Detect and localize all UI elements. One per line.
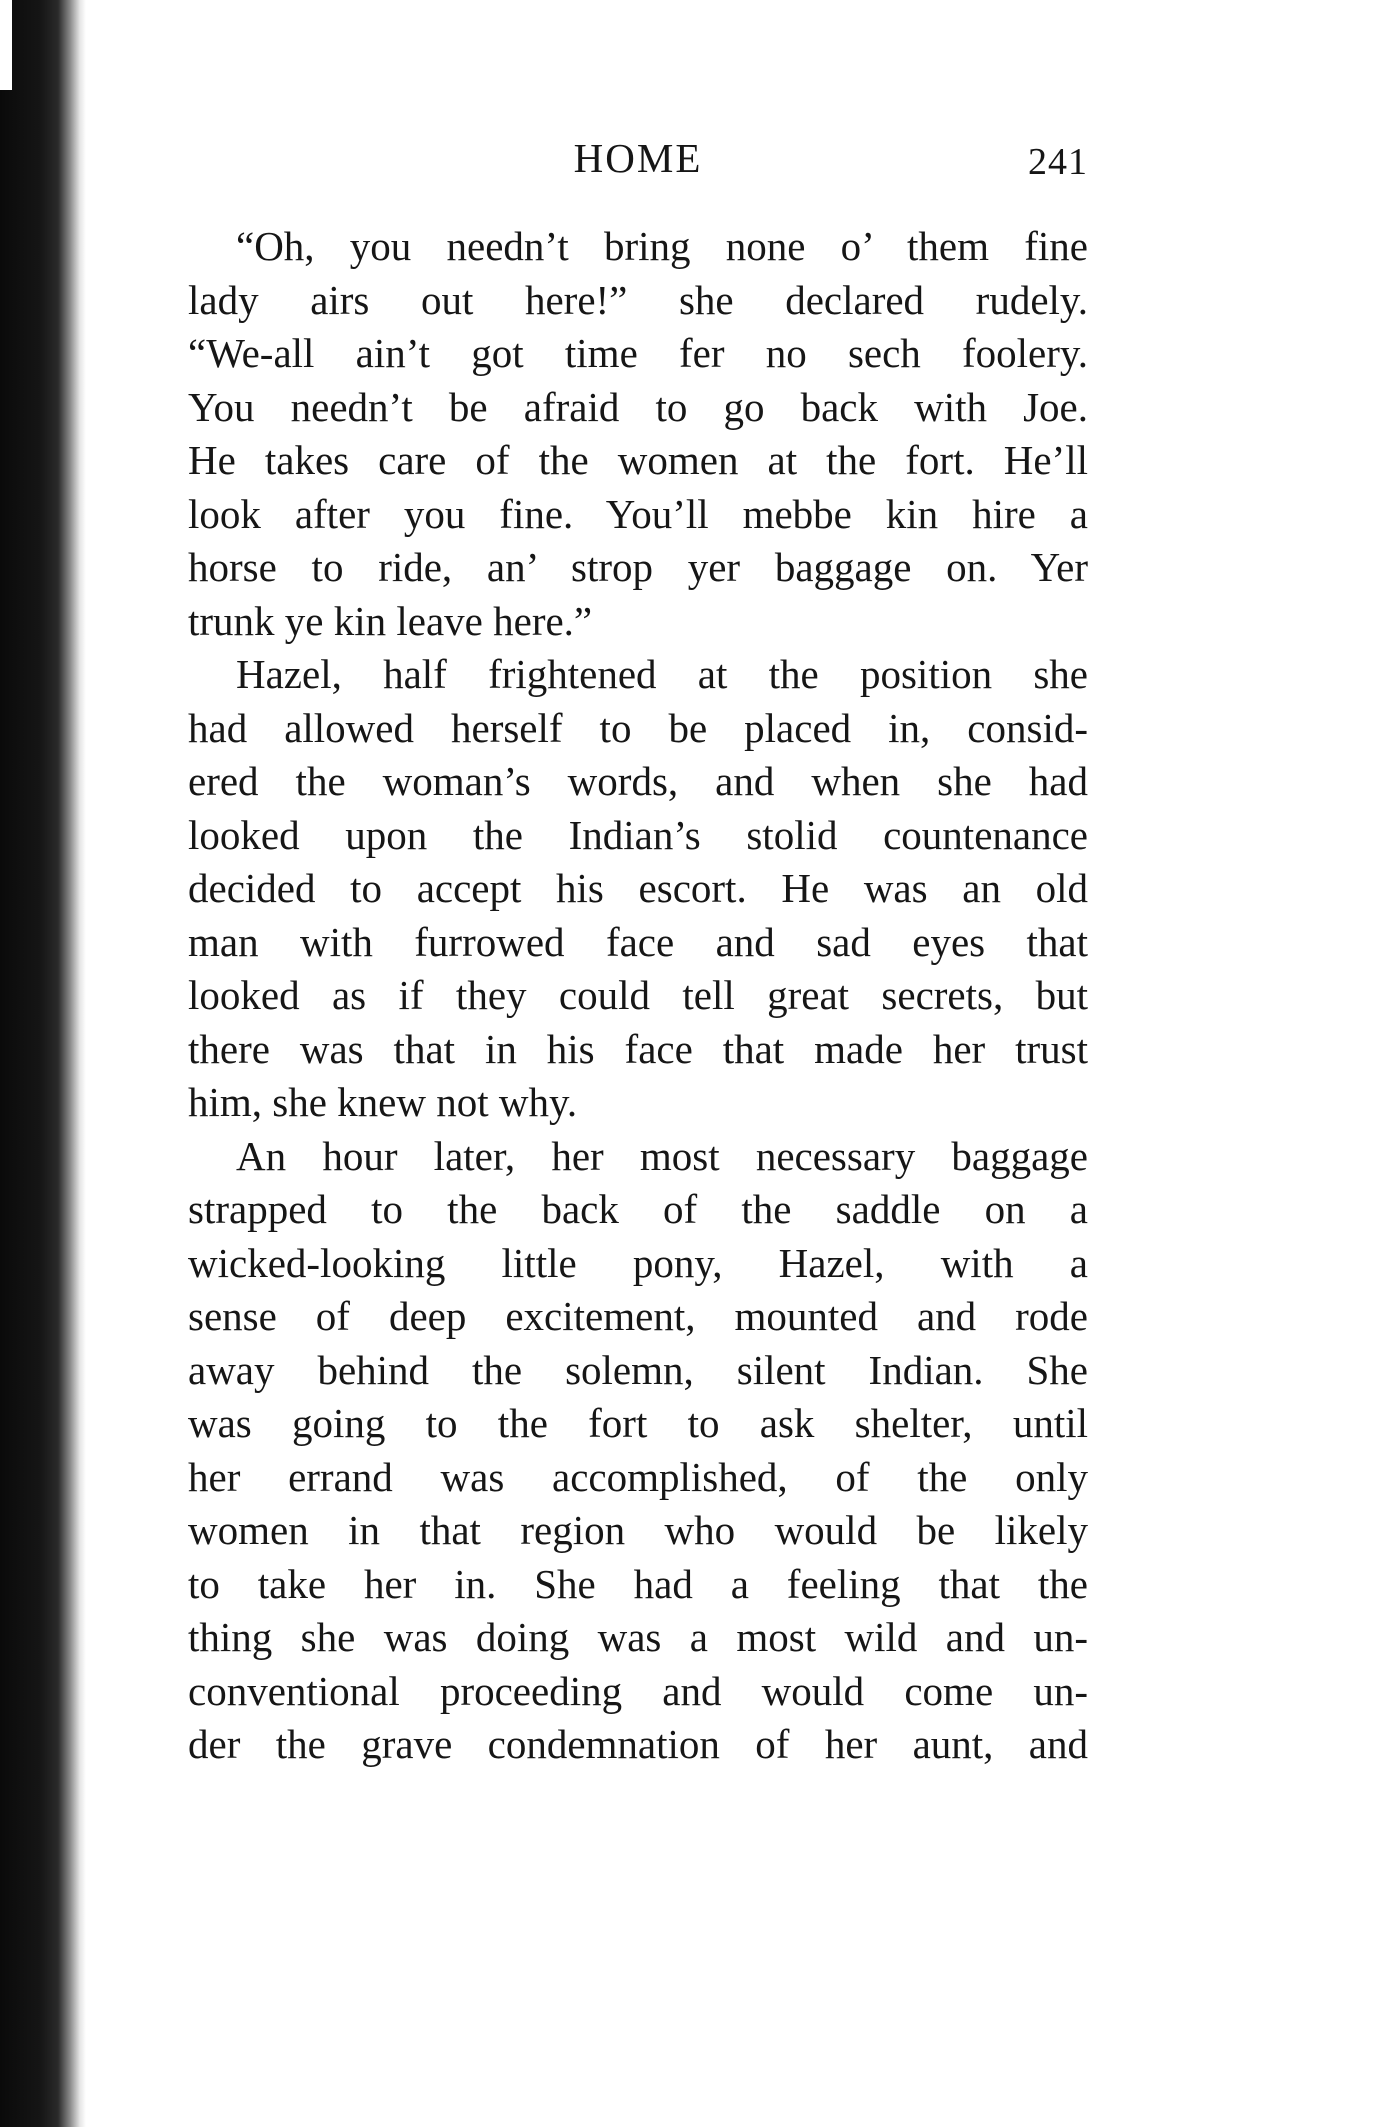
text-line: man with furrowed face and sad eyes that xyxy=(188,918,1088,965)
text-line: him, she knew not why. xyxy=(188,1079,578,1125)
body-text xyxy=(188,220,1088,1772)
page-number: 241 xyxy=(1028,141,1088,183)
text-line: looked as if they could tell great secrets, but xyxy=(188,972,1088,1018)
text-line: lady airs out here!” she declared rudely. xyxy=(188,276,1088,323)
text-line: sense of deep excitement, mounted and rode xyxy=(188,1293,1088,1339)
text-line: trunk ye kin leave here.” xyxy=(188,597,593,644)
text-line: away behind the solemn, silent Indian. She xyxy=(188,1346,1088,1393)
text-line: “We-all ain’t got time fer no sech foolery. xyxy=(188,330,1088,376)
text-line: there was that in his face that made her trust xyxy=(188,1025,1088,1072)
page-corner xyxy=(0,0,12,90)
text-line: her errand was accomplished, of the only xyxy=(188,1453,1088,1500)
text-line: der the grave condemnation of her aunt, and xyxy=(188,1721,1088,1767)
running-head: HOME xyxy=(573,135,703,181)
text-line: thing she was doing was a most wild and un- xyxy=(188,1614,1088,1660)
text-line: horse to ride, an’ strop yer baggage on. Yer xyxy=(188,544,1088,590)
text-line: strapped to the back of the saddle on a xyxy=(188,1186,1088,1232)
text-line: “Oh, you needn’t bring none o’ them fine xyxy=(236,223,1088,269)
text-line: He takes care of the women at the fort. He’ll xyxy=(188,437,1088,483)
text-line: decided to accept his escort. He was an old xyxy=(188,865,1088,911)
text-line: Hazel, half frightened at the position she xyxy=(236,651,1088,697)
text-line: women in that region who would be likely xyxy=(188,1507,1088,1553)
text-line: to take her in. She had a feeling that the xyxy=(188,1560,1088,1607)
text-line: ered the woman’s words, and when she had xyxy=(188,758,1088,804)
text-line: had allowed herself to be placed in, consid- xyxy=(188,704,1088,751)
text-line: wicked-looking little pony, Hazel, with a xyxy=(188,1239,1088,1286)
text-line: An hour later, her most necessary baggage xyxy=(236,1132,1088,1179)
text-line: was going to the fort to ask shelter, until xyxy=(188,1400,1088,1446)
text-line: conventional proceeding and would come un- xyxy=(188,1667,1088,1714)
page-header xyxy=(188,130,1088,186)
text-line: looked upon the Indian’s stolid countenance xyxy=(188,811,1088,858)
text-line: You needn’t be afraid to go back with Joe. xyxy=(188,383,1088,430)
page-binding-shadow xyxy=(0,0,86,2127)
text-line: look after you fine. You’ll mebbe kin hire a xyxy=(188,490,1088,537)
